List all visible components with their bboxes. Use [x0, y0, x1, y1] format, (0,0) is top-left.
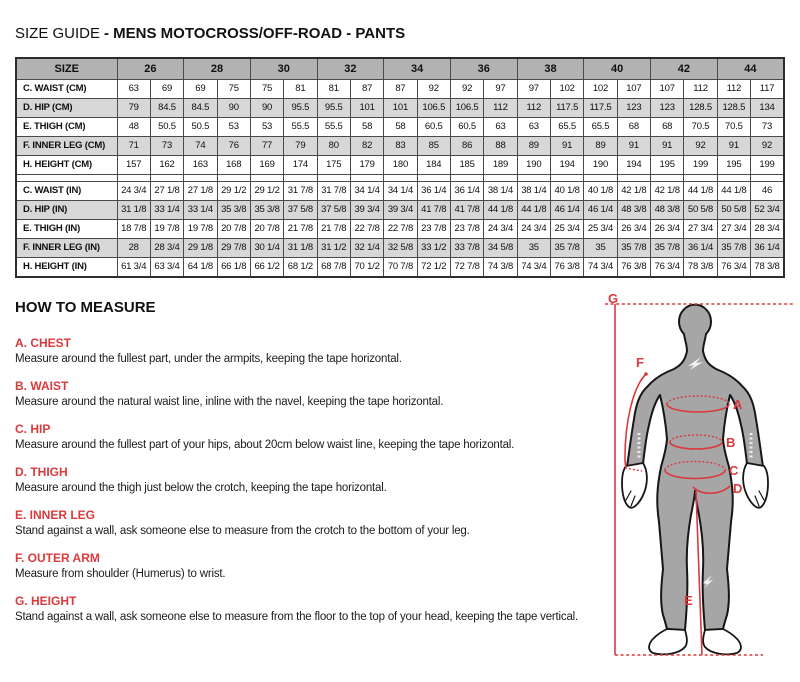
size-value-cell: 92 [751, 136, 784, 155]
size-value-cell: 97 [517, 79, 550, 98]
size-value-cell: 44 1/8 [717, 181, 750, 200]
size-value-cell: 101 [384, 98, 417, 117]
separator-cell [16, 174, 117, 181]
left-shoe [649, 629, 687, 654]
size-value-cell: 36 1/4 [417, 181, 450, 200]
size-value-cell: 38 1/4 [484, 181, 517, 200]
size-table-body [16, 79, 784, 277]
size-value-cell: 28 3/4 [150, 238, 183, 257]
figure-label-f: F [636, 355, 644, 370]
size-value-cell: 36 1/4 [684, 238, 717, 257]
size-value-cell: 35 [584, 238, 617, 257]
measure-item [15, 379, 620, 408]
size-value-cell: 106.5 [417, 98, 450, 117]
body-silhouette [627, 305, 763, 630]
size-value-cell: 46 1/4 [550, 200, 583, 219]
size-value-cell: 28 [117, 238, 150, 257]
size-value-cell: 106.5 [450, 98, 483, 117]
size-value-cell: 107 [617, 79, 650, 98]
size-value-cell: 84.5 [150, 98, 183, 117]
size-value-cell: 90 [217, 98, 250, 117]
size-value-cell: 48 [117, 117, 150, 136]
measure-item-label: C. HIP [15, 422, 51, 436]
size-value-cell: 31 7/8 [317, 181, 350, 200]
size-value-cell: 65.5 [550, 117, 583, 136]
size-column-header: 28 [184, 58, 251, 79]
size-value-cell: 35 7/8 [717, 238, 750, 257]
size-value-cell: 35 7/8 [651, 238, 684, 257]
size-value-cell: 74 [184, 136, 217, 155]
size-value-cell: 190 [517, 155, 550, 174]
row-label: D. HIP (IN) [16, 200, 117, 219]
size-value-cell: 123 [651, 98, 684, 117]
size-value-cell: 31 1/2 [317, 238, 350, 257]
size-value-cell: 101 [350, 98, 383, 117]
size-value-cell: 95.5 [317, 98, 350, 117]
size-value-cell: 48 3/8 [617, 200, 650, 219]
size-value-cell: 29 1/8 [184, 238, 217, 257]
size-value-cell: 27 3/4 [684, 219, 717, 238]
separator-cell [717, 174, 750, 181]
size-value-cell: 194 [617, 155, 650, 174]
size-value-cell: 58 [350, 117, 383, 136]
measure-item-label: E. INNER LEG [15, 508, 96, 522]
size-value-cell: 50 5/8 [684, 200, 717, 219]
size-value-cell: 195 [651, 155, 684, 174]
size-value-cell: 31 1/8 [117, 200, 150, 219]
size-value-cell: 50.5 [184, 117, 217, 136]
size-value-cell: 112 [717, 79, 750, 98]
separator-cell [651, 174, 684, 181]
size-value-cell: 35 7/8 [550, 238, 583, 257]
measure-item-text: Measure around the fullest part of your hips, about 20cm below waist line, keeping the tape horizontal. [15, 439, 515, 451]
measure-item [15, 336, 620, 365]
row-label: H. HEIGHT (CM) [16, 155, 117, 174]
size-value-cell: 179 [350, 155, 383, 174]
size-value-cell: 60.5 [450, 117, 483, 136]
size-value-cell: 61 3/4 [117, 257, 150, 277]
size-value-cell: 37 5/8 [284, 200, 317, 219]
measure-item [15, 422, 620, 451]
size-value-cell: 66 1/8 [217, 257, 250, 277]
size-value-cell: 26 3/4 [617, 219, 650, 238]
separator-cell [684, 174, 717, 181]
size-value-cell: 31 7/8 [284, 181, 317, 200]
size-value-cell: 92 [417, 79, 450, 98]
size-value-cell: 31 1/8 [284, 238, 317, 257]
size-value-cell: 97 [484, 79, 517, 98]
size-value-cell: 32 5/8 [384, 238, 417, 257]
size-value-cell: 41 7/8 [450, 200, 483, 219]
size-column-header: 36 [450, 58, 517, 79]
size-value-cell: 29 1/2 [217, 181, 250, 200]
size-value-cell: 77 [250, 136, 283, 155]
size-value-cell: 184 [417, 155, 450, 174]
size-value-cell: 34 1/4 [350, 181, 383, 200]
size-value-cell: 29 1/2 [250, 181, 283, 200]
size-value-cell: 66 1/2 [250, 257, 283, 277]
size-value-cell: 23 7/8 [450, 219, 483, 238]
how-to-list [15, 336, 620, 623]
size-column-header: 26 [117, 58, 184, 79]
size-value-cell: 58 [384, 117, 417, 136]
separator-cell [417, 174, 450, 181]
size-value-cell: 76 3/8 [617, 257, 650, 277]
size-value-cell: 89 [517, 136, 550, 155]
size-value-cell: 76 3/4 [717, 257, 750, 277]
separator-cell [584, 174, 617, 181]
size-value-cell: 88 [484, 136, 517, 155]
size-value-cell: 185 [450, 155, 483, 174]
size-table-header-row [16, 58, 784, 79]
size-value-cell: 112 [484, 98, 517, 117]
size-column-header: 38 [517, 58, 584, 79]
size-value-cell: 65.5 [584, 117, 617, 136]
size-value-cell: 19 7/8 [150, 219, 183, 238]
size-value-cell: 74 3/4 [517, 257, 550, 277]
size-value-cell: 199 [751, 155, 784, 174]
size-value-cell: 33 1/4 [184, 200, 217, 219]
size-value-cell: 87 [350, 79, 383, 98]
size-value-cell: 64 1/8 [184, 257, 217, 277]
row-label: E. THIGH (CM) [16, 117, 117, 136]
size-value-cell: 199 [684, 155, 717, 174]
size-value-cell: 63 3/4 [150, 257, 183, 277]
size-value-cell: 34 5/8 [484, 238, 517, 257]
size-column-header: 44 [717, 58, 784, 79]
row-label: H. HEIGHT (IN) [16, 257, 117, 277]
size-value-cell: 90 [250, 98, 283, 117]
size-value-cell: 26 3/4 [651, 219, 684, 238]
size-table-row [16, 200, 784, 219]
size-value-cell: 48 3/8 [651, 200, 684, 219]
row-label: C. WAIST (IN) [16, 181, 117, 200]
size-value-cell: 194 [550, 155, 583, 174]
size-value-cell: 123 [617, 98, 650, 117]
page-title-prefix: SIZE GUIDE [15, 25, 101, 42]
size-value-cell: 68 [651, 117, 684, 136]
size-value-cell: 180 [384, 155, 417, 174]
size-value-cell: 36 1/4 [751, 238, 784, 257]
size-value-cell: 102 [550, 79, 583, 98]
size-column-header: 40 [584, 58, 651, 79]
size-value-cell: 68 [617, 117, 650, 136]
separator-cell [317, 174, 350, 181]
size-value-cell: 50 5/8 [717, 200, 750, 219]
size-table [15, 57, 785, 278]
size-value-cell: 92 [684, 136, 717, 155]
size-value-cell: 40 1/8 [584, 181, 617, 200]
measure-item-label: A. CHEST [15, 336, 72, 350]
measure-item-label: G. HEIGHT [15, 594, 77, 608]
size-value-cell: 80 [317, 136, 350, 155]
size-value-cell: 74 3/4 [584, 257, 617, 277]
size-value-cell: 74 3/8 [484, 257, 517, 277]
size-value-cell: 70 7/8 [384, 257, 417, 277]
size-value-cell: 46 1/4 [584, 200, 617, 219]
measure-item-label: F. OUTER ARM [15, 551, 100, 565]
size-value-cell: 28 3/4 [751, 219, 784, 238]
size-column-header: 34 [384, 58, 451, 79]
separator-cell [751, 174, 784, 181]
size-value-cell: 162 [150, 155, 183, 174]
size-value-cell: 107 [651, 79, 684, 98]
size-value-cell: 117 [751, 79, 784, 98]
size-value-cell: 86 [450, 136, 483, 155]
size-value-cell: 39 3/4 [350, 200, 383, 219]
separator-cell [350, 174, 383, 181]
size-value-cell: 46 [751, 181, 784, 200]
size-value-cell: 169 [250, 155, 283, 174]
row-label: D. HIP (CM) [16, 98, 117, 117]
size-value-cell: 190 [584, 155, 617, 174]
size-value-cell: 89 [584, 136, 617, 155]
size-value-cell: 69 [184, 79, 217, 98]
size-value-cell: 168 [217, 155, 250, 174]
size-value-cell: 91 [550, 136, 583, 155]
size-value-cell: 21 7/8 [317, 219, 350, 238]
size-column-header: 42 [651, 58, 718, 79]
size-value-cell: 22 7/8 [384, 219, 417, 238]
size-value-cell: 50.5 [150, 117, 183, 136]
size-value-cell: 29 7/8 [217, 238, 250, 257]
size-value-cell: 78 3/8 [684, 257, 717, 277]
separator-cell [550, 174, 583, 181]
size-table-head [16, 58, 784, 79]
size-value-cell: 91 [717, 136, 750, 155]
size-value-cell: 20 7/8 [250, 219, 283, 238]
measure-item-label: D. THIGH [15, 465, 68, 479]
size-value-cell: 27 1/8 [184, 181, 217, 200]
size-column-header: 30 [250, 58, 317, 79]
figure-label-c: C [729, 463, 739, 478]
size-column-header: 32 [317, 58, 384, 79]
figure-label-a: A [733, 397, 743, 412]
size-value-cell: 71 [117, 136, 150, 155]
separator-cell [617, 174, 650, 181]
size-value-cell: 175 [317, 155, 350, 174]
figure-label-e: E [684, 593, 693, 608]
size-value-cell: 72 7/8 [450, 257, 483, 277]
size-value-cell: 84.5 [184, 98, 217, 117]
figure-label-b: B [726, 435, 736, 450]
size-value-cell: 44 1/8 [684, 181, 717, 200]
size-value-cell: 95.5 [284, 98, 317, 117]
right-shoe [703, 629, 741, 654]
size-table-row [16, 238, 784, 257]
size-value-cell: 22 7/8 [350, 219, 383, 238]
size-value-cell: 68 1/2 [284, 257, 317, 277]
separator-cell [150, 174, 183, 181]
size-value-cell: 30 1/4 [250, 238, 283, 257]
page-title [15, 25, 405, 42]
size-value-cell: 60.5 [417, 117, 450, 136]
size-value-cell: 18 7/8 [117, 219, 150, 238]
measure-item-text: Stand against a wall, ask someone else to measure from the crotch to the bottom of your leg. [15, 525, 470, 537]
size-value-cell: 38 1/4 [517, 181, 550, 200]
size-value-cell: 76 3/4 [651, 257, 684, 277]
size-corner-header: SIZE [16, 58, 117, 79]
size-value-cell: 81 [284, 79, 317, 98]
row-label: E. THIGH (IN) [16, 219, 117, 238]
measure-item [15, 594, 620, 623]
size-value-cell: 20 7/8 [217, 219, 250, 238]
size-value-cell: 81 [317, 79, 350, 98]
size-table-row [16, 79, 784, 98]
row-label: F. INNER LEG (CM) [16, 136, 117, 155]
separator-cell [517, 174, 550, 181]
size-value-cell: 33 1/4 [150, 200, 183, 219]
size-value-cell: 75 [250, 79, 283, 98]
size-value-cell: 91 [617, 136, 650, 155]
size-value-cell: 157 [117, 155, 150, 174]
size-value-cell: 35 3/8 [250, 200, 283, 219]
size-value-cell: 63 [484, 117, 517, 136]
size-value-cell: 174 [284, 155, 317, 174]
measure-item-label: B. WAIST [15, 379, 69, 393]
size-value-cell: 70.5 [684, 117, 717, 136]
size-table-row [16, 98, 784, 117]
size-table-row [16, 181, 784, 200]
row-label: C. WAIST (CM) [16, 79, 117, 98]
size-value-cell: 32 1/4 [350, 238, 383, 257]
size-value-cell: 68 7/8 [317, 257, 350, 277]
size-value-cell: 69 [150, 79, 183, 98]
size-value-cell: 41 7/8 [417, 200, 450, 219]
size-value-cell: 63 [117, 79, 150, 98]
measure-item-text: Measure around the fullest part, under the armpits, keeping the tape horizontal. [15, 353, 402, 365]
size-table-row [16, 219, 784, 238]
size-value-cell: 91 [651, 136, 684, 155]
how-to-measure-heading: HOW TO MEASURE [15, 299, 156, 316]
size-value-cell: 70.5 [717, 117, 750, 136]
size-value-cell: 24 3/4 [517, 219, 550, 238]
unit-separator-row [16, 174, 784, 181]
measure-item [15, 508, 620, 537]
size-value-cell: 189 [484, 155, 517, 174]
page-title-rest: - MENS MOTOCROSS/OFF-ROAD - PANTS [104, 25, 406, 42]
separator-cell [217, 174, 250, 181]
right-hand [743, 463, 768, 508]
size-value-cell: 42 1/8 [617, 181, 650, 200]
size-value-cell: 72 1/2 [417, 257, 450, 277]
size-value-cell: 195 [717, 155, 750, 174]
size-value-cell: 70 1/2 [350, 257, 383, 277]
size-value-cell: 87 [384, 79, 417, 98]
size-table-row [16, 117, 784, 136]
size-value-cell: 79 [284, 136, 317, 155]
how-to-measure-section [15, 299, 620, 637]
size-value-cell: 24 3/4 [117, 181, 150, 200]
size-value-cell: 75 [217, 79, 250, 98]
size-value-cell: 128.5 [684, 98, 717, 117]
size-value-cell: 24 3/4 [484, 219, 517, 238]
size-value-cell: 25 3/4 [550, 219, 583, 238]
size-value-cell: 82 [350, 136, 383, 155]
separator-cell [250, 174, 283, 181]
size-value-cell: 35 3/8 [217, 200, 250, 219]
size-value-cell: 117.5 [550, 98, 583, 117]
separator-cell [184, 174, 217, 181]
measure-item [15, 551, 620, 580]
size-value-cell: 134 [751, 98, 784, 117]
measure-item [15, 465, 620, 494]
size-value-cell: 128.5 [717, 98, 750, 117]
size-value-cell: 27 3/4 [717, 219, 750, 238]
size-table-row [16, 136, 784, 155]
size-value-cell: 73 [751, 117, 784, 136]
size-value-cell: 55.5 [284, 117, 317, 136]
size-value-cell: 102 [584, 79, 617, 98]
figure-label-d: D [733, 481, 743, 496]
measure-item-text: Stand against a wall, ask someone else to measure from the floor to the top of your head, keeping the tape vertical. [15, 611, 579, 623]
size-value-cell: 92 [450, 79, 483, 98]
separator-cell [384, 174, 417, 181]
size-value-cell: 27 1/8 [150, 181, 183, 200]
size-value-cell: 79 [117, 98, 150, 117]
size-value-cell: 117.5 [584, 98, 617, 117]
size-value-cell: 19 7/8 [184, 219, 217, 238]
size-value-cell: 83 [384, 136, 417, 155]
size-value-cell: 33 7/8 [450, 238, 483, 257]
size-value-cell: 44 1/8 [484, 200, 517, 219]
size-value-cell: 73 [150, 136, 183, 155]
size-value-cell: 37 5/8 [317, 200, 350, 219]
size-value-cell: 21 7/8 [284, 219, 317, 238]
measurement-figure-svg [595, 287, 795, 677]
row-label: F. INNER LEG (IN) [16, 238, 117, 257]
size-table-row [16, 155, 784, 174]
size-value-cell: 53 [250, 117, 283, 136]
size-value-cell: 163 [184, 155, 217, 174]
figure-label-g: G [608, 291, 619, 306]
size-table-row [16, 257, 784, 277]
measure-item-text: Measure from shoulder (Humerus) to wrist. [15, 568, 226, 580]
size-value-cell: 33 1/2 [417, 238, 450, 257]
size-value-cell: 42 1/8 [651, 181, 684, 200]
separator-cell [117, 174, 150, 181]
separator-cell [284, 174, 317, 181]
size-value-cell: 112 [684, 79, 717, 98]
size-value-cell: 40 1/8 [550, 181, 583, 200]
measure-item-text: Measure around the thigh just below the crotch, keeping the tape horizontal. [15, 482, 387, 494]
size-value-cell: 23 7/8 [417, 219, 450, 238]
size-value-cell: 35 [517, 238, 550, 257]
size-value-cell: 25 3/4 [584, 219, 617, 238]
size-value-cell: 53 [217, 117, 250, 136]
size-value-cell: 78 3/8 [751, 257, 784, 277]
size-value-cell: 36 1/4 [450, 181, 483, 200]
separator-cell [484, 174, 517, 181]
size-value-cell: 112 [517, 98, 550, 117]
size-value-cell: 52 3/4 [751, 200, 784, 219]
separator-cell [450, 174, 483, 181]
size-value-cell: 34 1/4 [384, 181, 417, 200]
size-value-cell: 39 3/4 [384, 200, 417, 219]
size-value-cell: 76 [217, 136, 250, 155]
size-value-cell: 85 [417, 136, 450, 155]
measurement-figure [595, 287, 795, 677]
size-value-cell: 44 1/8 [517, 200, 550, 219]
size-value-cell: 35 7/8 [617, 238, 650, 257]
size-value-cell: 76 3/8 [550, 257, 583, 277]
measure-item-text: Measure around the natural waist line, inline with the navel, keeping the tape horizontal. [15, 396, 444, 408]
size-value-cell: 55.5 [317, 117, 350, 136]
size-value-cell: 63 [517, 117, 550, 136]
